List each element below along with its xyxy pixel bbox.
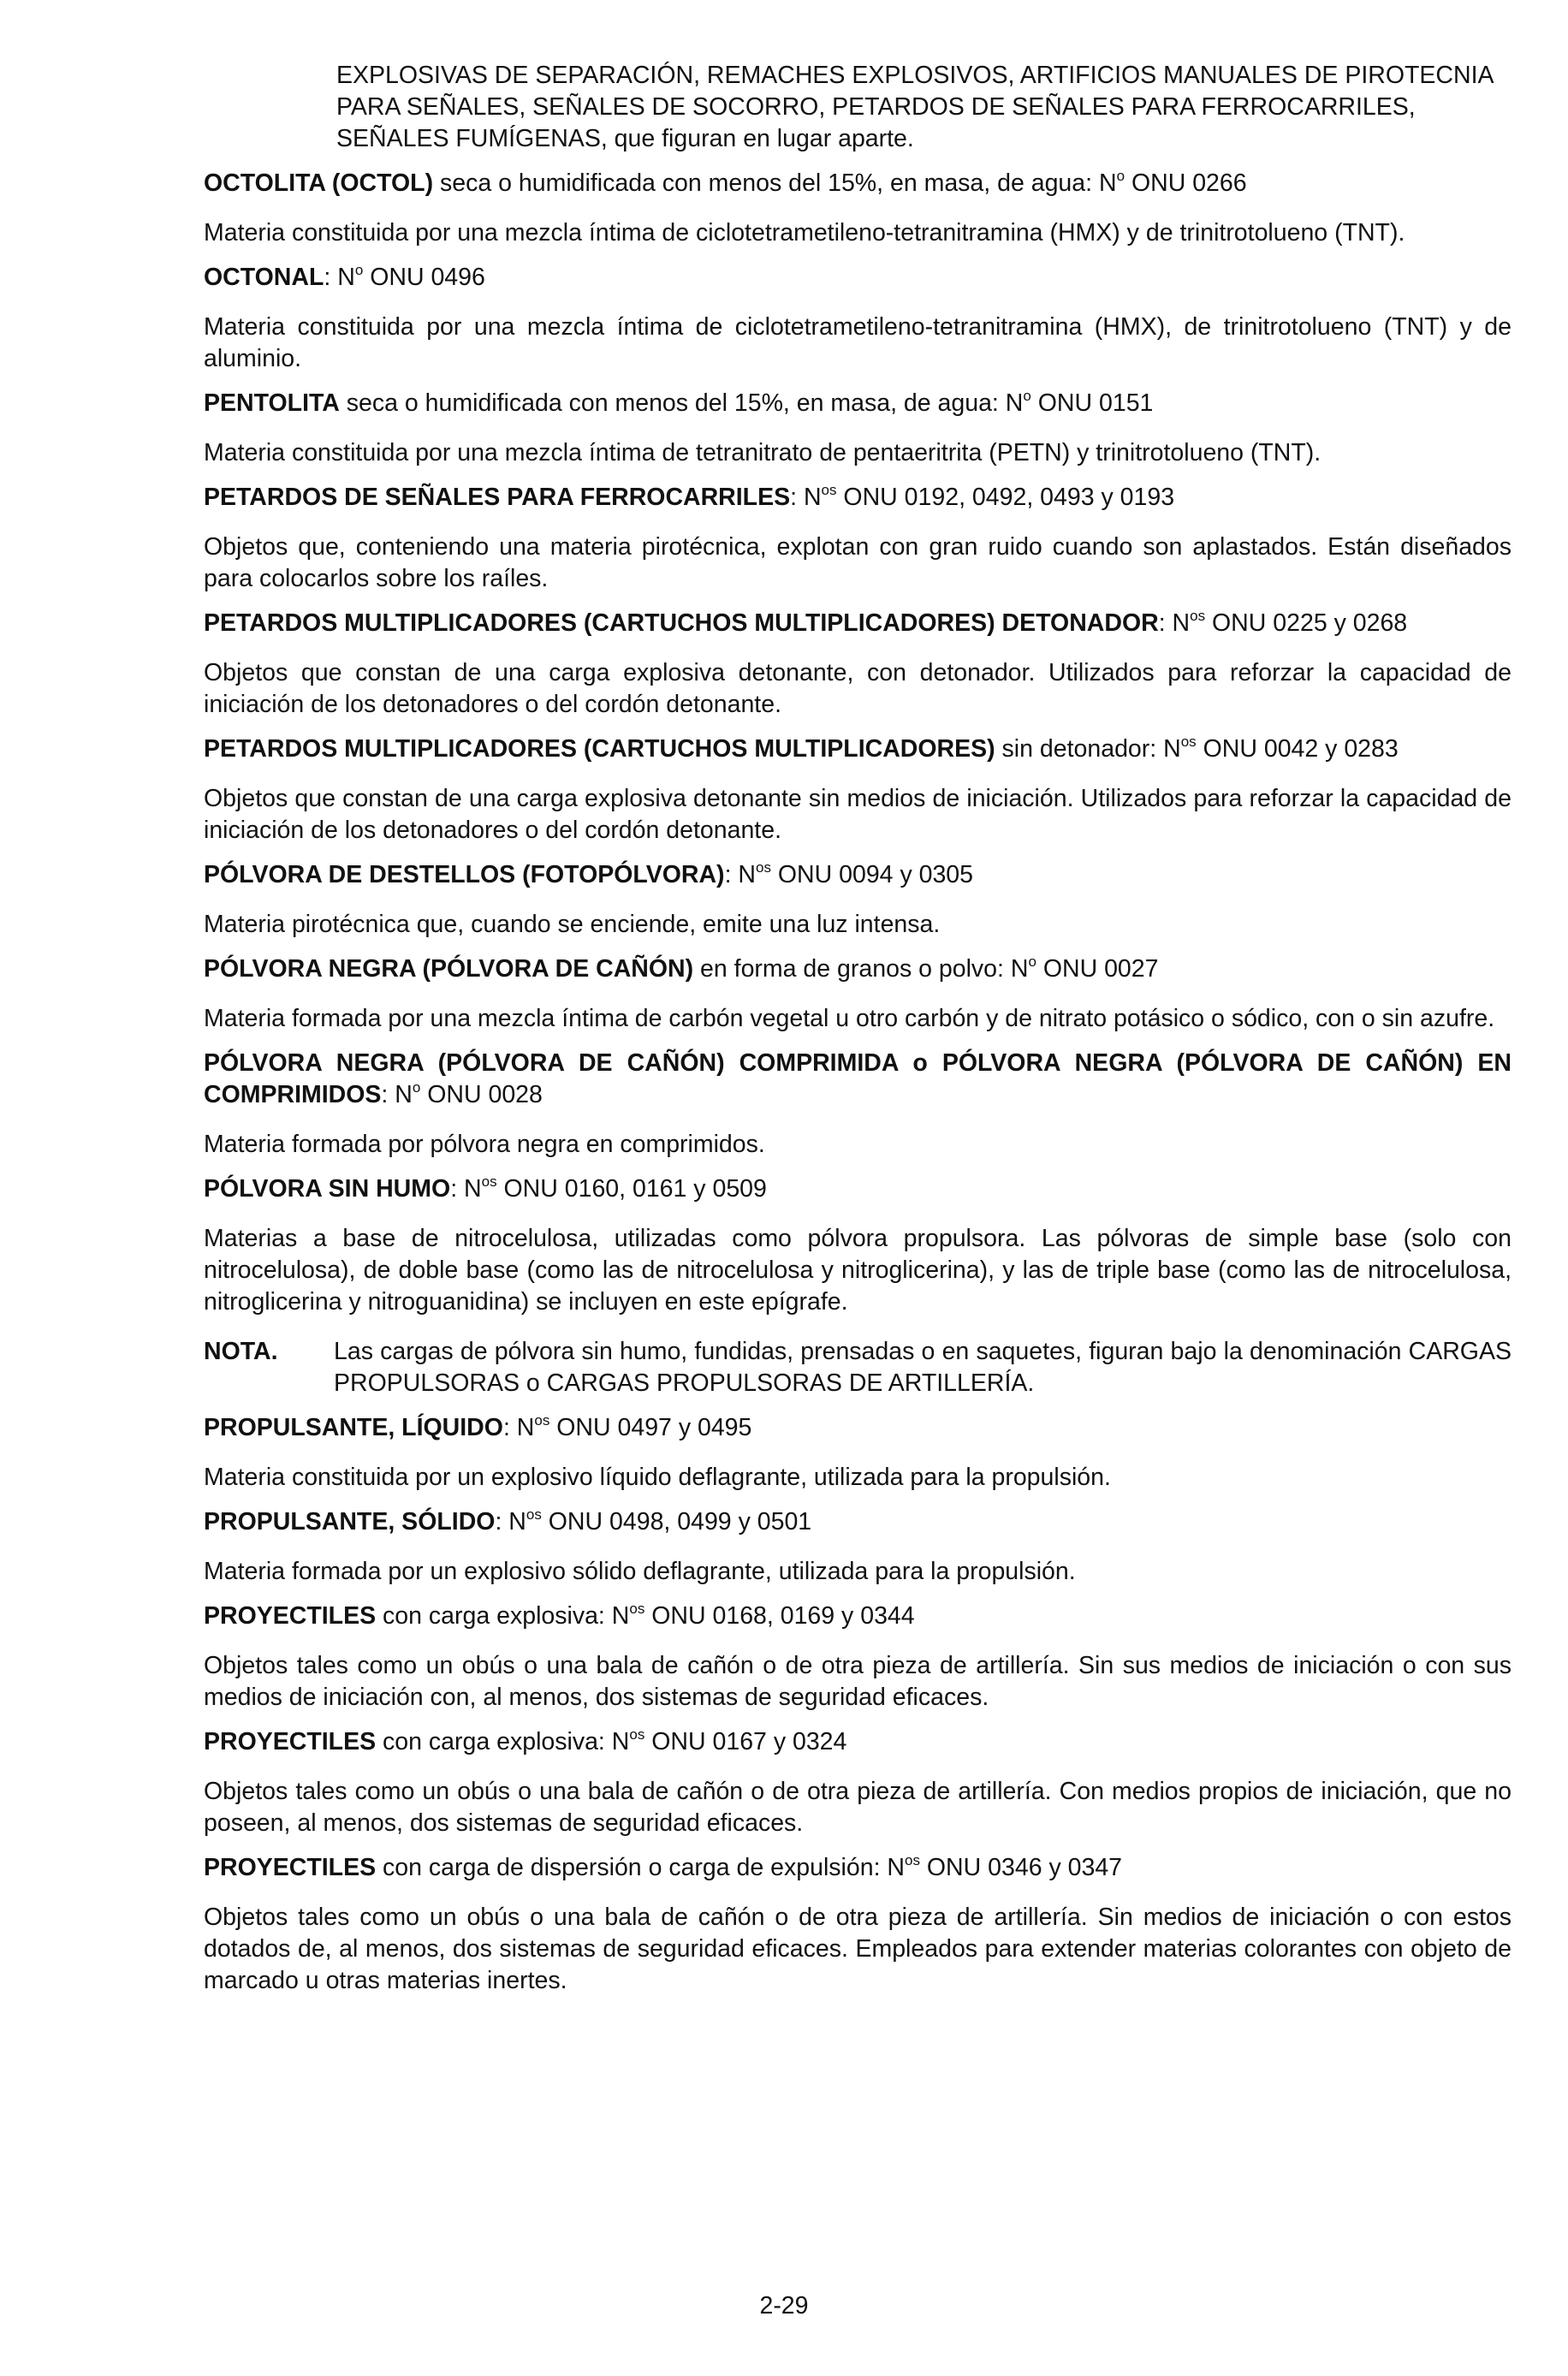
entry-un-numbers: ONU 0498, 0499 y 0501 xyxy=(541,1508,812,1535)
entry-description: Objetos tales como un obús o una bala de cañón o de otra pieza de artillería. Sin medios de iniciación o con estos dotados de, al menos, dos sistemas de seguridad eficaces. Empleados para extender materias colorantes con objeto de marcado u otras materias inertes. xyxy=(204,1904,1512,1994)
entry-description: Materia constituida por una mezcla íntima de ciclotetrametileno-tetranitramina (HMX), de trinitrotolueno (TNT) y de aluminio. xyxy=(204,313,1512,372)
entry-heading xyxy=(204,1601,1512,1632)
entry-heading xyxy=(204,1173,1512,1205)
entry-number-superscript: os xyxy=(1190,607,1206,624)
entry xyxy=(204,734,1512,846)
intro-paragraph: EXPLOSIVAS DE SEPARACIÓN, REMACHES EXPLOSIVOS, ARTIFICIOS MANUALES DE PIROTECNIA PARA SEÑALES, SEÑALES DE SOCORRO, PETARDOS DE SEÑALES PARA FERROCARRILES, SEÑALES FUMÍGENAS, que figuran en lugar aparte. xyxy=(336,62,1493,152)
entry-term: PROYECTILES xyxy=(204,1854,377,1881)
entry-term: PROPULSANTE, LÍQUIDO xyxy=(204,1414,503,1441)
entry xyxy=(204,1048,1512,1161)
entry-number-superscript: os xyxy=(821,481,837,498)
entry-number-superscript: o xyxy=(354,261,364,278)
entry-un-numbers: ONU 0225 y 0268 xyxy=(1205,609,1408,637)
entry-description: Materia formada por un explosivo sólido deflagrante, utilizada para la propulsión. xyxy=(204,1558,1076,1585)
entry-un-numbers: ONU 0028 xyxy=(420,1081,543,1108)
entry-term: PÓLVORA DE DESTELLOS (FOTOPÓLVORA) xyxy=(204,861,725,888)
entry-heading xyxy=(204,1048,1512,1111)
entry-term: OCTOLITA (OCTOL) xyxy=(204,169,434,197)
entry-number-superscript: os xyxy=(905,1851,920,1868)
entry-description: Materia constituida por una mezcla íntima de tetranitrato de pentaeritrita (PETN) y trinitrotolueno (TNT). xyxy=(204,439,1322,466)
entry-un-numbers: ONU 0192, 0492, 0493 y 0193 xyxy=(836,484,1175,511)
entry-heading xyxy=(204,388,1512,419)
entry-heading xyxy=(204,734,1512,765)
entry-heading xyxy=(204,262,1512,294)
entry-heading-text: en forma de granos o polvo: N xyxy=(693,955,1029,983)
entry-description: Materias a base de nitrocelulosa, utilizadas como pólvora propulsora. Las pólvoras de simple base (solo con nitrocelulosa), de doble base (como las de nitrocelulosa y nitroglicerina), y las de triple base (como las de nitrocelulosa, nitroglicerina y nitroguanidina) se incluyen en este epígrafe. xyxy=(204,1225,1512,1316)
entry xyxy=(204,262,1512,375)
entry-number-superscript: o xyxy=(412,1078,421,1096)
page-content xyxy=(204,60,1512,1997)
entry-description: Objetos que constan de una carga explosiva detonante, con detonador. Utilizados para reforzar la capacidad de iniciación de los detonadores o del cordón detonante. xyxy=(204,659,1512,718)
entry-un-numbers: ONU 0094 y 0305 xyxy=(770,861,974,888)
entry-term: PENTOLITA xyxy=(204,389,340,417)
entry-term: OCTONAL xyxy=(204,264,324,291)
entry xyxy=(204,1506,1512,1588)
entry-description: Materia formada por una mezcla íntima de carbón vegetal u otro carbón y de nitrato potásico o sódico, con o sin azufre. xyxy=(204,1005,1495,1032)
entry-term: PÓLVORA SIN HUMO xyxy=(204,1175,451,1203)
entry-description: Materia pirotécnica que, cuando se enciende, emite una luz intensa. xyxy=(204,911,941,938)
entry-heading-text: con carga de dispersión o carga de expulsión: N xyxy=(376,1854,905,1881)
entry-term: PETARDOS MULTIPLICADORES (CARTUCHOS MULTIPLICADORES) DETONADOR xyxy=(204,609,1159,637)
entry-term: PETARDOS MULTIPLICADORES (CARTUCHOS MULTIPLICADORES) xyxy=(204,735,995,763)
entry-number-superscript: os xyxy=(481,1173,497,1190)
entry-term: PÓLVORA NEGRA (PÓLVORA DE CAÑÓN) COMPRIMIDA o PÓLVORA NEGRA (PÓLVORA DE CAÑÓN) EN COMPRIMIDOS xyxy=(204,1049,1512,1108)
entry-un-numbers: ONU 0496 xyxy=(363,264,485,291)
entry-heading-text: : N xyxy=(450,1175,482,1203)
entry-term: PROPULSANTE, SÓLIDO xyxy=(204,1508,496,1535)
entry xyxy=(204,1852,1512,1997)
entry-heading-text: seca o humidificada con menos del 15%, en masa, de agua: N xyxy=(339,389,1024,417)
entry-number-superscript: o xyxy=(1023,387,1031,404)
entry xyxy=(204,859,1512,941)
note-block xyxy=(204,1336,1512,1399)
entry-number-superscript: o xyxy=(1116,167,1126,184)
entry-heading xyxy=(204,1852,1512,1884)
entry-un-numbers: ONU 0151 xyxy=(1030,389,1154,417)
entry xyxy=(204,1601,1512,1714)
entry xyxy=(204,482,1512,595)
entry-term: PÓLVORA NEGRA (PÓLVORA DE CAÑÓN) xyxy=(204,955,694,983)
entry-heading xyxy=(204,608,1512,639)
entry xyxy=(204,953,1512,1035)
entry xyxy=(204,388,1512,469)
entry-number-superscript: os xyxy=(629,1600,645,1617)
entry-description: Objetos tales como un obús o una bala de cañón o de otra pieza de artillería. Sin sus medios de iniciación o con sus medios de iniciación con, al menos, dos sistemas de seguridad eficaces. xyxy=(204,1652,1512,1711)
entry-description: Objetos tales como un obús o una bala de cañón o de otra pieza de artillería. Con medios propios de iniciación, que no poseen, al menos, dos sistemas de seguridad eficaces. xyxy=(204,1778,1512,1837)
entry-heading-text: : N xyxy=(381,1081,413,1108)
page-number: 2-29 xyxy=(759,2292,809,2320)
entry-heading-text: : N xyxy=(790,484,822,511)
entry-heading-text: : N xyxy=(502,1414,535,1441)
entry-term: PROYECTILES xyxy=(204,1602,377,1630)
entry-heading-text: : N xyxy=(724,861,756,888)
entry-description: Objetos que constan de una carga explosiva detonante sin medios de iniciación. Utilizados para reforzar la capacidad de iniciación de los detonadores o del cordón detonante. xyxy=(204,785,1512,844)
entry-list xyxy=(204,168,1512,1997)
entry-number-superscript: os xyxy=(534,1411,550,1429)
note-label: NOTA. xyxy=(204,1338,278,1365)
note-text: Las cargas de pólvora sin humo, fundidas, prensadas o en saquetes, figuran bajo la denominación CARGAS PROPULSORAS o CARGAS PROPULSORAS DE ARTILLERÍA. xyxy=(334,1338,1512,1397)
entry-heading xyxy=(204,1506,1512,1538)
entry-term: PETARDOS DE SEÑALES PARA FERROCARRILES xyxy=(204,484,791,511)
entry-un-numbers: ONU 0042 y 0283 xyxy=(1196,735,1399,763)
entry-un-numbers: ONU 0497 y 0495 xyxy=(549,1414,752,1441)
entry-heading-text: sin detonador: N xyxy=(995,735,1181,763)
entry-number-superscript: os xyxy=(526,1506,542,1523)
entry-number-superscript: os xyxy=(1180,733,1197,750)
entry-heading-text: con carga explosiva: N xyxy=(376,1728,630,1755)
entry xyxy=(204,1412,1512,1494)
entry-description: Materia constituida por un explosivo líquido deflagrante, utilizada para la propulsión. xyxy=(204,1464,1111,1491)
entry-number-superscript: o xyxy=(1028,953,1036,970)
entry-un-numbers: ONU 0160, 0161 y 0509 xyxy=(496,1175,767,1203)
entry-un-numbers: ONU 0266 xyxy=(1125,169,1247,197)
entry xyxy=(204,1173,1512,1399)
entry-description: Materia formada por pólvora negra en comprimidos. xyxy=(204,1131,765,1158)
entry-heading-text: con carga explosiva: N xyxy=(376,1602,630,1630)
entry xyxy=(204,168,1512,249)
entry-heading-text: : N xyxy=(495,1508,526,1535)
entry-heading-text: : N xyxy=(1158,609,1191,637)
entry-un-numbers: ONU 0168, 0169 y 0344 xyxy=(644,1602,915,1630)
entry-heading xyxy=(204,168,1512,199)
entry-heading-text: : N xyxy=(324,264,355,291)
entry-heading-text: seca o humidificada con menos del 15%, en masa, de agua: N xyxy=(433,169,1117,197)
entry-un-numbers: ONU 0167 y 0324 xyxy=(644,1728,847,1755)
entry-heading xyxy=(204,859,1512,891)
entry-description: Objetos que, conteniendo una materia pirotécnica, explotan con gran ruido cuando son aplastados. Están diseñados para colocarlos sobre los raíles. xyxy=(204,533,1512,592)
entry xyxy=(204,1726,1512,1839)
entry-heading xyxy=(204,1726,1512,1758)
entry-term: PROYECTILES xyxy=(204,1728,377,1755)
entry-heading xyxy=(204,953,1512,985)
entry-number-superscript: os xyxy=(629,1726,645,1743)
entry-heading xyxy=(204,482,1512,514)
entry-un-numbers: ONU 0346 y 0347 xyxy=(919,1854,1123,1881)
entry-heading xyxy=(204,1412,1512,1444)
entry-description: Materia constituida por una mezcla íntima de ciclotetrametileno-tetranitramina (HMX) y de trinitrotolueno (TNT). xyxy=(204,219,1405,247)
entry xyxy=(204,608,1512,721)
entry-un-numbers: ONU 0027 xyxy=(1036,955,1159,983)
entry-number-superscript: os xyxy=(755,858,771,876)
